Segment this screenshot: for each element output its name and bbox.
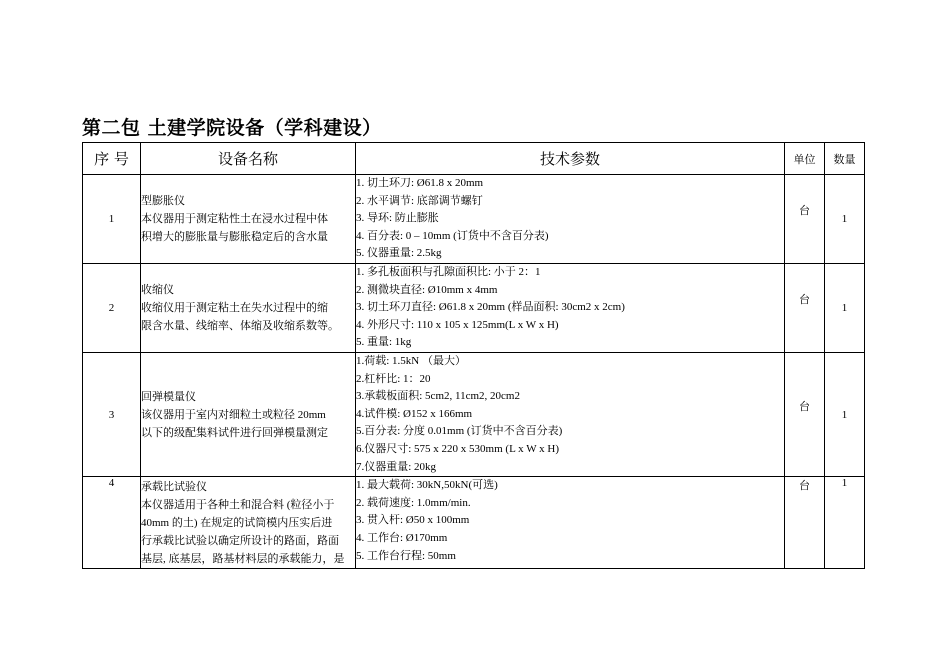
row-seq: 3 (83, 352, 141, 476)
row-name (141, 477, 356, 569)
param-line: 2. 测微块直径: Ø10mm x 4mm (356, 283, 498, 296)
param-line: 1. 最大载荷: 30kN,50kN(可选) (356, 479, 498, 492)
header-qty: 数量 (825, 143, 865, 175)
param-line: 2.杠杆比: 1：20 (356, 372, 431, 385)
row-seq: 1 (83, 175, 141, 264)
name-line: 该仪器用于室内对细粒土或粒径 20mm (141, 408, 326, 421)
row-seq: 2 (83, 264, 141, 353)
name-line: 本仪器用于测定粘性土在浸水过程中体 (141, 213, 328, 225)
name-line: 行承载比试验以确定所设计的路面，路面 (141, 535, 339, 548)
param-line: 5. 工作台行程: 50mm (356, 549, 456, 562)
header-params: 技术参数 (356, 143, 785, 175)
row-unit: 台 (785, 264, 825, 353)
name-line: 型膨胀仪 (141, 195, 185, 207)
param-line: 5. 重量: 1kg (356, 336, 412, 349)
param-line: 6.仪器尺寸: 575 x 220 x 530mm (L x W x H) (356, 442, 559, 455)
name-line: 基层, 底基层，路基材料层的承载能力，是 (141, 553, 345, 566)
param-line: 1. 多孔板面积与孔隙面积比: 小于 2：1 (356, 266, 541, 278)
param-line: 7.仪器重量: 20kg (356, 460, 437, 473)
page-title: 第二包 土建学院设备（学科建设） (82, 117, 382, 139)
name-line: 收缩仪用于测定粘土在失水过程中的缩 (141, 301, 328, 314)
param-line: 4.试件模: Ø152 x 166mm (356, 407, 473, 420)
table-header-row (83, 143, 865, 175)
row-params (356, 477, 785, 569)
param-line: 5. 仪器重量: 2.5kg (356, 247, 442, 260)
row-params (356, 264, 785, 353)
name-line: 积增大的膨胀量与膨胀稳定后的含水量 (141, 231, 328, 243)
row-name (141, 352, 356, 476)
row-unit: 台 (785, 477, 825, 569)
equipment-table (82, 142, 865, 569)
name-line: 以下的级配集料试件进行回弹模量测定 (141, 426, 328, 439)
name-line: 本仪器适用于各种土和混合料 (粒径小于 (141, 499, 335, 512)
name-line: 40mm 的土) 在规定的试筒模内压实后进 (141, 517, 333, 530)
param-line: 2. 载荷速度: 1.0mm/min. (356, 496, 471, 509)
header-name: 设备名称 (141, 143, 356, 175)
param-line: 1.荷载: 1.5kN （最大） (356, 354, 466, 367)
param-line: 3.承载板面积: 5cm2, 11cm2, 20cm2 (356, 390, 520, 403)
table-row (83, 352, 865, 476)
name-line: 承载比试验仪 (141, 481, 207, 494)
row-unit: 台 (785, 175, 825, 264)
name-line: 限含水量、线缩率、体缩及收缩系数等。 (141, 319, 339, 332)
row-qty: 1 (825, 477, 865, 569)
header-unit: 单位 (785, 143, 825, 175)
param-line: 3. 切土环刀直径: Ø61.8 x 20mm (样品面积: 30cm2 x 2cm) (356, 301, 625, 314)
param-line: 4. 外形尺寸: 110 x 105 x 125mm(L x W x H) (356, 318, 559, 331)
param-line: 4. 工作台: Ø170mm (356, 531, 448, 544)
header-seq: 序 号 (83, 143, 141, 175)
param-line: 1. 切土环刀: Ø61.8 x 20mm (356, 177, 484, 190)
param-line: 5.百分表: 分度 0.01mm (订货中不含百分表) (356, 425, 563, 438)
row-params (356, 352, 785, 476)
param-line: 3. 导环: 防止膨胀 (356, 212, 439, 225)
row-unit: 台 (785, 352, 825, 476)
table-row (83, 264, 865, 353)
row-name (141, 175, 356, 264)
param-line: 2. 水平调节: 底部调节螺钉 (356, 194, 483, 207)
table-row (83, 477, 865, 569)
row-params (356, 175, 785, 264)
table-row (83, 175, 865, 264)
name-line: 回弹模量仪 (141, 390, 196, 403)
row-qty: 1 (825, 175, 865, 264)
row-name (141, 264, 356, 353)
param-line: 4. 百分表: 0 – 10mm (订货中不含百分表) (356, 229, 549, 242)
name-line: 收缩仪 (141, 283, 174, 296)
param-line: 3. 贯入杆: Ø50 x 100mm (356, 514, 470, 527)
row-qty: 1 (825, 264, 865, 353)
row-seq: 4 (83, 477, 141, 569)
row-qty: 1 (825, 352, 865, 476)
